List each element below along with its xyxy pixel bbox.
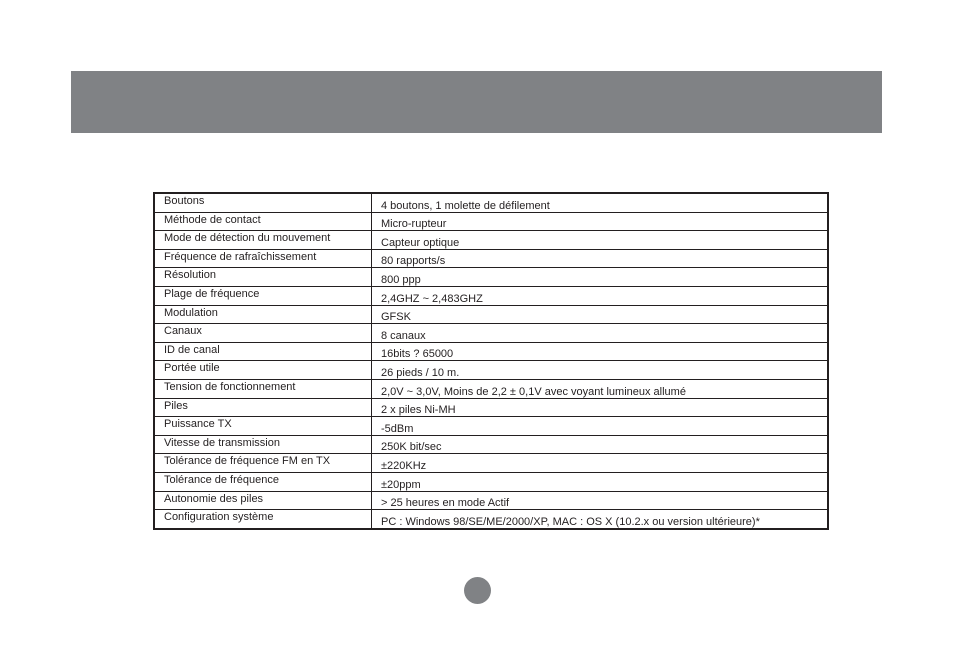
spec-label: Plage de fréquence (154, 286, 372, 305)
table-row (154, 324, 828, 343)
table-row (154, 435, 828, 454)
spec-value: > 25 heures en mode Actif (372, 491, 829, 510)
spec-label: Mode de détection du mouvement (154, 231, 372, 250)
spec-label: Tolérance de fréquence FM en TX (154, 454, 372, 473)
table-row (154, 212, 828, 231)
table-row (154, 379, 828, 398)
spec-value: -5dBm (372, 417, 829, 436)
spec-label: Configuration système (154, 510, 372, 529)
table-row (154, 472, 828, 491)
spec-label: Vitesse de transmission (154, 435, 372, 454)
table-row (154, 305, 828, 324)
spec-value: 4 boutons, 1 molette de défilement (372, 193, 829, 212)
spec-label: Résolution (154, 268, 372, 287)
spec-label: Tolérance de fréquence (154, 472, 372, 491)
spec-value: Micro-rupteur (372, 212, 829, 231)
header-bar (71, 71, 882, 133)
spec-value: 2 x piles Ni-MH (372, 398, 829, 417)
page-number-dot (464, 577, 491, 604)
spec-label: Puissance TX (154, 417, 372, 436)
spec-label: Méthode de contact (154, 212, 372, 231)
table-row (154, 454, 828, 473)
spec-value: GFSK (372, 305, 829, 324)
spec-label: Modulation (154, 305, 372, 324)
spec-value: 16bits ? 65000 (372, 342, 829, 361)
table-row (154, 510, 828, 529)
table-row (154, 417, 828, 436)
spec-label: Autonomie des piles (154, 491, 372, 510)
spec-value: ±220KHz (372, 454, 829, 473)
table-row (154, 286, 828, 305)
spec-value: ±20ppm (372, 472, 829, 491)
table-row (154, 491, 828, 510)
table-row (154, 231, 828, 250)
spec-label: Boutons (154, 193, 372, 212)
spec-value: 80 rapports/s (372, 249, 829, 268)
spec-value: 8 canaux (372, 324, 829, 343)
spec-label: ID de canal (154, 342, 372, 361)
table-row (154, 193, 828, 212)
spec-label: Tension de fonctionnement (154, 379, 372, 398)
spec-value: PC : Windows 98/SE/ME/2000/XP, MAC : OS X (10.2.x ou version ultérieure)* (372, 510, 829, 529)
spec-value: 26 pieds / 10 m. (372, 361, 829, 380)
specifications-table (153, 192, 829, 530)
table-row (154, 398, 828, 417)
spec-value: 250K bit/sec (372, 435, 829, 454)
table-row (154, 249, 828, 268)
spec-value: 2,0V ~ 3,0V, Moins de 2,2 ± 0,1V avec voyant lumineux allumé (372, 379, 829, 398)
table-row (154, 342, 828, 361)
table-row (154, 268, 828, 287)
table-row (154, 361, 828, 380)
spec-value: Capteur optique (372, 231, 829, 250)
spec-label: Canaux (154, 324, 372, 343)
spec-label: Fréquence de rafraîchissement (154, 249, 372, 268)
spec-label: Portée utile (154, 361, 372, 380)
spec-value: 800 ppp (372, 268, 829, 287)
spec-label: Piles (154, 398, 372, 417)
spec-value: 2,4GHZ ~ 2,483GHZ (372, 286, 829, 305)
